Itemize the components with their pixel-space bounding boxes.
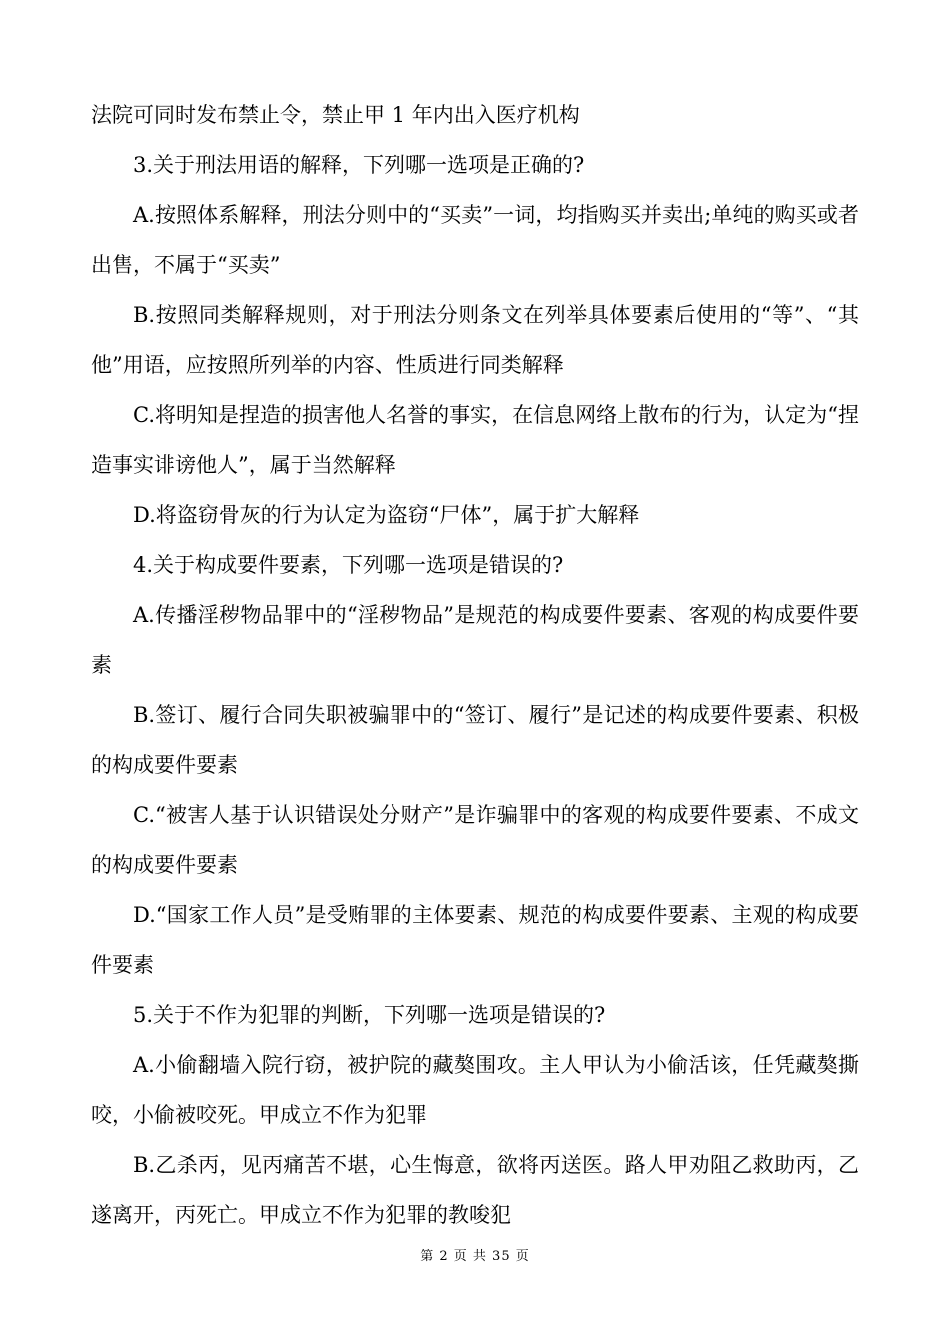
question-3-option-a: A.按照体系解释，刑法分则中的“买卖”一词，均指购买并卖出;单纯的购买或者出售，不属于“买卖”: [91, 203, 859, 277]
paragraph-continuation: 法院可同时发布禁止令，禁止甲 1 年内出入医疗机构: [91, 103, 580, 127]
question-3-option-d: D.将盗窃骨灰的行为认定为盗窃“尸体”，属于扩大解释: [133, 503, 640, 527]
question-5-option-a: A.小偷翻墙入院行窃，被护院的藏獒围攻。主人甲认为小偷活该，任凭藏獒撕咬，小偷被咬死。甲成立不作为犯罪: [91, 1053, 859, 1127]
document-body: [91, 90, 859, 1240]
question-4-option-c: C.“被害人基于认识错误处分财产”是诈骗罪中的客观的构成要件要素、不成文的构成要件要素: [91, 803, 859, 877]
question-3-option-b: B.按照同类解释规则，对于刑法分则条文在列举具体要素后使用的“等”、“其他”用语，应按照所列举的内容、性质进行同类解释: [91, 303, 859, 377]
question-3-option-c: C.将明知是捏造的损害他人名誉的事实，在信息网络上散布的行为，认定为“捏造事实诽谤他人”，属于当然解释: [91, 403, 859, 477]
question-5-option-b: B.乙杀丙，见丙痛苦不堪，心生悔意，欲将丙送医。路人甲劝阻乙救助丙，乙遂离开，丙死亡。甲成立不作为犯罪的教唆犯: [91, 1153, 859, 1227]
question-4: 4.关于构成要件要素，下列哪一选项是错误的?: [133, 553, 564, 577]
question-4-option-d: D.“国家工作人员”是受贿罪的主体要素、规范的构成要件要素、主观的构成要件要素: [91, 903, 859, 977]
question-4-option-a: A.传播淫秽物品罪中的“淫秽物品”是规范的构成要件要素、客观的构成要件要素: [91, 603, 859, 677]
page-number-footer: 第 2 页 共 35 页: [420, 1249, 530, 1264]
question-3: 3.关于刑法用语的解释，下列哪一选项是正确的?: [133, 153, 585, 177]
question-4-option-b: B.签订、履行合同失职被骗罪中的“签订、履行”是记述的构成要件要素、积极的构成要件要素: [91, 703, 859, 777]
question-5: 5.关于不作为犯罪的判断，下列哪一选项是错误的?: [133, 1003, 606, 1027]
